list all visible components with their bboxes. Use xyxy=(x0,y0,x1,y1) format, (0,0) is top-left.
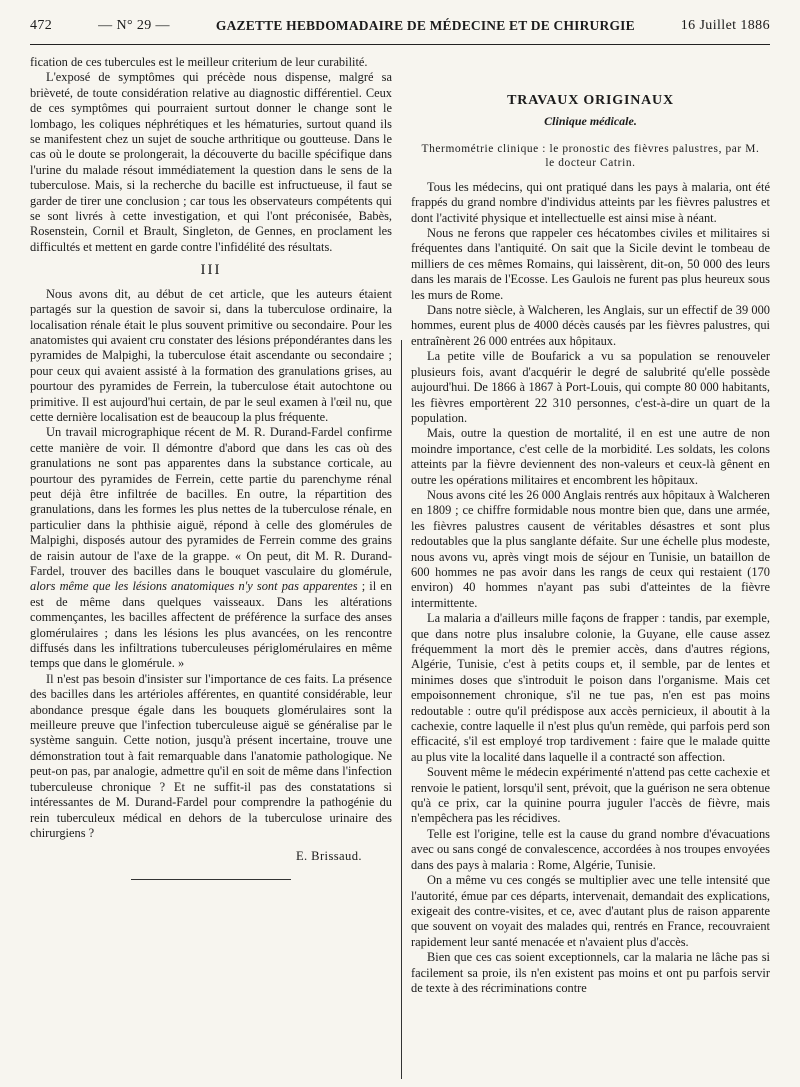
paragraph: Souvent même le médecin expérimenté n'attend pas cette cachexie et renvoie le patient, lorsqu'il sent, prévoit, que la guérison ne sera obtenue qu'à ce prix, car la quinine pourra juguler l'accès de fièvre, mais n'empêchera pas les récidives. xyxy=(411,765,770,826)
text-run: Un travail micrographique récent de M. R. Durand-Fardel confirme cette manière de voir. Il démontre d'abord que dans les cas où des granulations ne sont pas apparentes dans la substance corticale, au pourtour des pyramides de Ferrein, cette partie du parenchyme rénal peut déjà être infiltrée de bacilles. En outre, la répartition des granulations, dans les formes les plus nettes de la tuberculose rénale, en particulier dans la phthisie aiguë, répond à celle des glomérules de Malpighi, disposés autour des pyramides de Ferrein comme des grains de raisin autour de l'axe de la grappe. « On peut, dit M. R. Durand-Fardel, trouver des bacilles dans le bouquet vasculaire du glomérule, xyxy=(30,425,392,578)
issue-number: — N° 29 — xyxy=(98,18,170,33)
text-run: ; il en est de même dans quelques vaisseaux. Dans les altérations commençantes, les bacilles affectent de préférence la surface des anses glomérulaires ; dans les lésions les plus avancées, on les rencontre diffusés dans les infiltrations tuberculeuses périglomérulaires en même temps que dans le glomérule. » xyxy=(30,579,392,671)
issue-date: 16 Juillet 1886 xyxy=(680,18,770,33)
paragraph: L'exposé de symptômes qui précède nous dispense, malgré sa brièveté, de toute considération relative au diagnostic différentiel. Ceux de ces symptômes qui pourraient surtout donner le change sont le lombago, les coliques néphrétiques et les hématuries, surtout quand ils se manifestent chez un sujet de souche arthritique ou goutteuse. Dans le cas où le doute se prolongerait, la découverte du bacille spécifique dans l'urine du malade résout immédiatement la question dans le sens de la tuberculose. Mais, si la recherche du bacille est infructueuse, il faut se garder de tirer une conclusion ; car tous les observateurs compétents qui se sont livrés à cette investigation, et qui l'ont préconisée, Babès, Rosenstein, Cornil et Brault, Singleton, de Gennes, en proclament les difficultés et mettent en garde contre l'infidélité des résultats. xyxy=(30,70,392,254)
emphasis-text: alors même que les lésions anatomiques n'y sont pas apparentes xyxy=(30,579,358,594)
paragraph: Nous avons cité les 26 000 Anglais rentrés aux hôpitaux à Walcheren en 1809 ; ce chiffre formidable nous montre bien que, dans une armée, les fièvres palustres causent de véritables désastres et sont plus redoutables que la plus sanglante défaite. Sur une échelle plus modeste, nous avons vu, après vingt mois de séjour en Tunisie, un bataillon de 600 hommes ne pas avoir dans les rangs de ceux qui restaient (170 environ) 40 hommes n'ayant pas subi d'atteintes de la fièvre intermittente. xyxy=(411,487,770,610)
journal-title: GAZETTE HEBDOMADAIRE DE MÉDECINE ET DE CHIRURGIE xyxy=(215,18,635,33)
paragraph: La petite ville de Boufarick a vu sa population se renouveler plusieurs fois, avant d'acquérir le degré de salubrité qu'elle possède aujourd'hui. De 1866 à 1867 à Port-Louis, qui compte 80 000 habitants, les fièvres emportèrent 22 310 personnes, c'est-à-dire un quart de la population. xyxy=(411,349,770,425)
paragraph: fication de ces tubercules est le meilleur criterium de leur curabilité. xyxy=(30,55,368,69)
page-number: 472 xyxy=(30,18,53,33)
paragraph: Il n'est pas besoin d'insister sur l'importance de ces faits. La présence des bacilles dans les artérioles afférentes, en quantité considérable, leur abondance presque égale dans les bouquets glomérulaires sont la meilleure preuve que l'infection tuberculeuse aiguë se généralise par le système sanguin. Cette notion, jusqu'à présent incertaine, trouve une démonstration tout à fait remarquable dans l'anatomie pathologique. Ne peut-on pas, par analogie, admettre qu'il en soit de même dans l'infection tuberculeuse chronique ? Et ne suffit-il pas des constatations si intéressantes de M. Durand-Fardel pour comprendre la pathogénie du rein tuberculeux médical en dehors de la tuberculose urinaire des chirurgiens ? xyxy=(30,671,392,840)
author-signature: E. Brissaud. xyxy=(295,849,362,864)
page-header xyxy=(30,8,770,45)
left-column xyxy=(30,55,392,1079)
right-column xyxy=(411,55,770,1079)
section-subrubric: Clinique médicale. xyxy=(544,114,637,129)
article-title: Thermométrie clinique : le pronostic des fièvres palustres, par M. le docteur Catrin. xyxy=(421,142,760,169)
paragraph: Nous avons dit, au début de cet article, que les auteurs étaient partagés sur la question de savoir si, dans la tuberculose ordinaire, la localisation rénale était le plus souvent primitive ou secondaire. Pour les anatomistes qui avaient cru constater des lésions prépondérantes dans les pyramides de Malpighi, la tuberculose était ascendante ou secondaire ; pour ceux qui avaient assisté à la formation des granulations grises, au pourtour des pyramides de Ferrein, la tuberculose était autochtone ou primitive. Il est aujourd'hui certain, de par le seul examen à l'œil nu, que cette dernière localisation est de beaucoup la plus fréquente. xyxy=(30,286,392,424)
paragraph xyxy=(30,425,392,672)
paragraph: Telle est l'origine, telle est la cause du grand nombre d'évacuations avec ou sans congé de convalescence, accordées à nos troupes envoyées dans des pays à malaria : Rome, Algérie, Tunisie. xyxy=(411,826,770,872)
paragraph: Bien que ces cas soient exceptionnels, car la malaria ne lâche pas si facilement sa proie, ils n'en existent pas moins et ont pu parfois servir de texte à des récriminations contre xyxy=(411,950,770,995)
paragraph: Mais, outre la question de mortalité, il en est une autre de non moindre importance, c'est celle de la morbidité. Les soldats, les colons atteints par la fièvre deviennent des non-valeurs et ceux-là gênent en outre les opérations militaires et encombrent les hôpitaux. xyxy=(411,426,770,487)
column-divider xyxy=(401,340,402,1079)
paragraph: Dans notre siècle, à Walcheren, les Anglais, sur un effectif de 39 000 hommes, eurent plus de 4000 décès causés par les fièvres palustres, qui entraînèrent 26 000 entrées aux hôpitaux. xyxy=(411,303,770,348)
section-rubric: TRAVAUX ORIGINAUX xyxy=(507,93,674,108)
paragraph: La malaria a d'ailleurs mille façons de frapper : tandis, par exemple, que dans notre plus insalubre colonie, la Guyane, elle cause assez fréquemment la mort dès le premier accès, dans d'autres régions, Algérie, Tunisie, c'est à petits coups et, il semble, par de lentes et minimes doses que s'introduit le poison dans l'organisme. Mais cet empoisonnement chronique, s'il ne tue pas, n'en est pas moins redoutable : outre qu'il prédispose aux accès pernicieux, il aboutit à la cachexie, contre laquelle il n'est plus qu'un remède, qui parfois perd son efficacité, s'il est employé trop tardivement : faire que le malade quitte au plus vite la localité dans laquelle il a contracté son affection. xyxy=(411,611,770,764)
paragraph: Tous les médecins, qui ont pratiqué dans les pays à malaria, ont été frappés du grand nombre d'individus atteints par les fièvres palustres et dont l'activité physique et intellectuelle est ainsi mise à néant. xyxy=(411,179,770,225)
paragraph: On a même vu ces congés se multiplier avec une telle intensité que l'autorité, émue par ces départs, intervenait, demandait des explications, exigeait des contre-visites, et ce, avec d'autant plus de raison apparente que souvent on voyait des malades qui, rentrés en France, recouvraient rapidement leur santé menacée et n'avaient plus d'accès. xyxy=(411,873,770,949)
section-heading: III xyxy=(200,262,222,279)
paragraph: Nous ne ferons que rappeler ces hécatombes civiles et militaires si fréquentes dans l'antiquité. On sait que la Sicile devint le tombeau de milliers de ces mêmes Romains, qui laissèrent, dit-on, 50 000 des leurs dans les marais de l'Ecosse. Les Gaulois ne furent pas plus heureux sous les murs de Rome. xyxy=(411,226,770,302)
separator-rule xyxy=(131,879,291,880)
